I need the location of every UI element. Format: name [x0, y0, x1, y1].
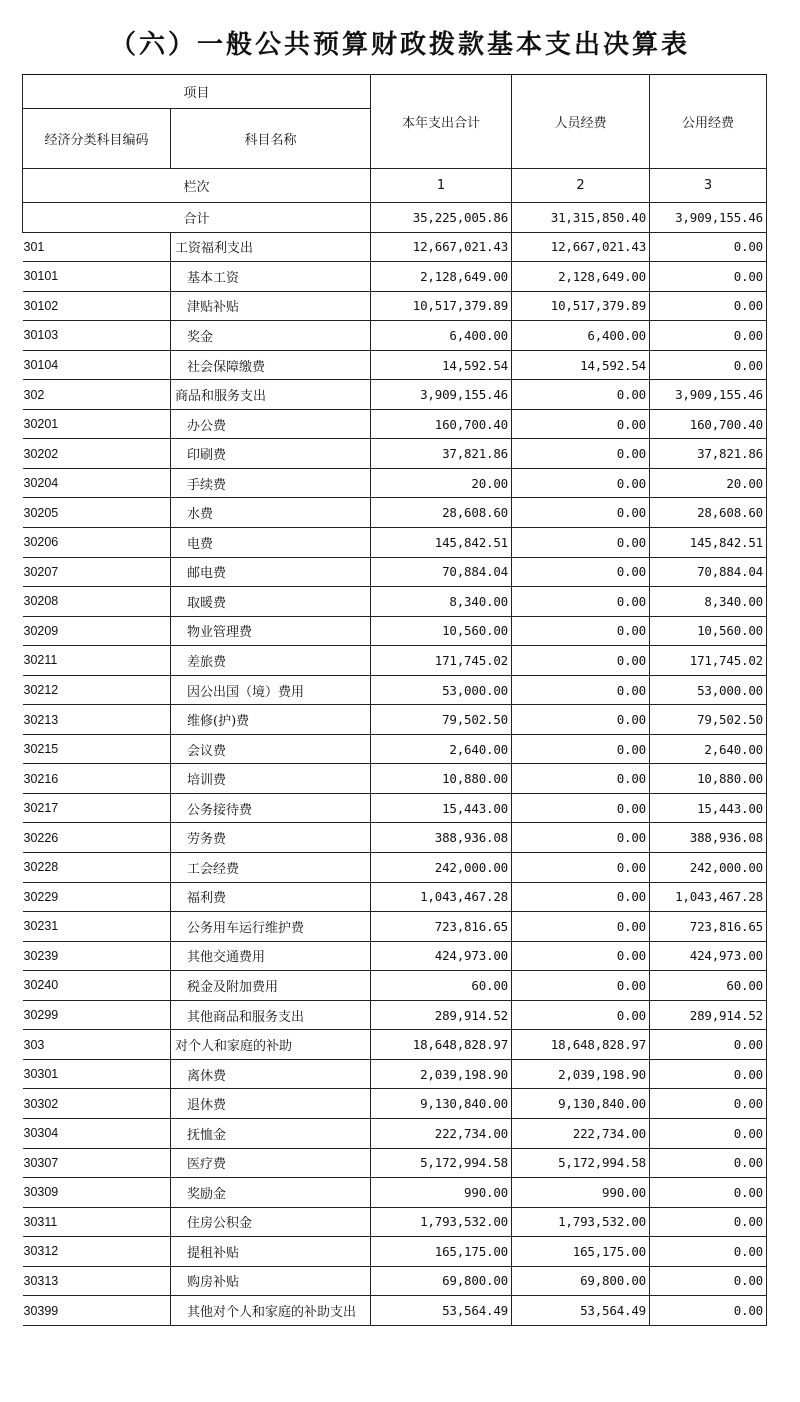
table-row [23, 675, 767, 705]
row-name: 因公出国（境）费用 [171, 675, 371, 705]
row-code: 30217 [23, 793, 171, 823]
row-total: 5,172,994.58 [371, 1148, 512, 1178]
row-personnel: 0.00 [512, 882, 650, 912]
row-total: 990.00 [371, 1178, 512, 1208]
row-name: 培训费 [171, 764, 371, 794]
table-row [23, 734, 767, 764]
row-code: 30240 [23, 971, 171, 1001]
table-row [23, 232, 767, 262]
table-row [23, 941, 767, 971]
row-public: 723,816.65 [650, 912, 767, 942]
table-row [23, 646, 767, 676]
row-personnel: 0.00 [512, 853, 650, 883]
row-total: 53,564.49 [371, 1296, 512, 1326]
row-total: 20.00 [371, 468, 512, 498]
row-public: 0.00 [650, 291, 767, 321]
table-row [23, 528, 767, 558]
row-name: 税金及附加费用 [171, 971, 371, 1001]
row-code: 30213 [23, 705, 171, 735]
row-total: 6,400.00 [371, 321, 512, 351]
table-row [23, 498, 767, 528]
row-personnel: 53,564.49 [512, 1296, 650, 1326]
row-total: 15,443.00 [371, 793, 512, 823]
row-total: 9,130,840.00 [371, 1089, 512, 1119]
row-personnel: 0.00 [512, 528, 650, 558]
row-name: 其他交通费用 [171, 941, 371, 971]
table-row [23, 1089, 767, 1119]
row-code: 30229 [23, 882, 171, 912]
row-total: 10,560.00 [371, 616, 512, 646]
row-name: 基本工资 [171, 262, 371, 292]
row-public: 53,000.00 [650, 675, 767, 705]
row-public: 1,043,467.28 [650, 882, 767, 912]
table-row [23, 291, 767, 321]
table-row [23, 764, 767, 794]
table-row [23, 1118, 767, 1148]
row-name: 购房补贴 [171, 1266, 371, 1296]
row-personnel: 165,175.00 [512, 1237, 650, 1267]
row-personnel: 0.00 [512, 734, 650, 764]
row-total: 60.00 [371, 971, 512, 1001]
row-total: 145,842.51 [371, 528, 512, 558]
row-total: 79,502.50 [371, 705, 512, 735]
row-name: 物业管理费 [171, 616, 371, 646]
row-code: 303 [23, 1030, 171, 1060]
row-public: 0.00 [650, 1266, 767, 1296]
row-total: 8,340.00 [371, 587, 512, 617]
row-personnel: 5,172,994.58 [512, 1148, 650, 1178]
total-row [23, 203, 767, 233]
row-code: 30302 [23, 1089, 171, 1119]
row-public: 145,842.51 [650, 528, 767, 558]
row-personnel: 0.00 [512, 912, 650, 942]
row-public: 0.00 [650, 1089, 767, 1119]
row-public: 60.00 [650, 971, 767, 1001]
row-name: 退休费 [171, 1089, 371, 1119]
table-row [23, 1266, 767, 1296]
row-personnel: 0.00 [512, 675, 650, 705]
table-row [23, 557, 767, 587]
row-total: 2,640.00 [371, 734, 512, 764]
row-name: 工资福利支出 [171, 232, 371, 262]
row-personnel: 12,667,021.43 [512, 232, 650, 262]
row-personnel: 2,039,198.90 [512, 1059, 650, 1089]
row-public: 0.00 [650, 1237, 767, 1267]
code-header: 经济分类科目编码 [23, 109, 171, 169]
row-total: 28,608.60 [371, 498, 512, 528]
row-code: 30399 [23, 1296, 171, 1326]
row-public: 0.00 [650, 232, 767, 262]
row-total: 2,128,649.00 [371, 262, 512, 292]
table-row [23, 1000, 767, 1030]
row-public: 160,700.40 [650, 409, 767, 439]
row-name: 社会保障缴费 [171, 350, 371, 380]
row-personnel: 0.00 [512, 409, 650, 439]
row-name: 取暖费 [171, 587, 371, 617]
row-personnel: 0.00 [512, 764, 650, 794]
row-code: 30301 [23, 1059, 171, 1089]
row-personnel: 0.00 [512, 941, 650, 971]
expenditure-table [22, 74, 767, 1326]
row-public: 388,936.08 [650, 823, 767, 853]
index-2: 2 [512, 169, 650, 203]
table-row [23, 262, 767, 292]
row-personnel: 990.00 [512, 1178, 650, 1208]
row-total: 723,816.65 [371, 912, 512, 942]
row-public: 28,608.60 [650, 498, 767, 528]
row-code: 30207 [23, 557, 171, 587]
row-total: 242,000.00 [371, 853, 512, 883]
row-personnel: 10,517,379.89 [512, 291, 650, 321]
row-code: 30202 [23, 439, 171, 469]
row-code: 302 [23, 380, 171, 410]
row-public: 20.00 [650, 468, 767, 498]
table-row [23, 912, 767, 942]
row-code: 30104 [23, 350, 171, 380]
row-public: 0.00 [650, 1207, 767, 1237]
row-personnel: 0.00 [512, 823, 650, 853]
row-name: 抚恤金 [171, 1118, 371, 1148]
row-personnel: 0.00 [512, 616, 650, 646]
row-total: 222,734.00 [371, 1118, 512, 1148]
row-name: 维修(护)费 [171, 705, 371, 735]
row-public: 0.00 [650, 321, 767, 351]
row-personnel: 0.00 [512, 646, 650, 676]
name-header: 科目名称 [171, 109, 371, 169]
row-name: 离休费 [171, 1059, 371, 1089]
table-row [23, 793, 767, 823]
row-public: 0.00 [650, 1030, 767, 1060]
row-personnel: 0.00 [512, 1000, 650, 1030]
row-code: 30208 [23, 587, 171, 617]
row-code: 30212 [23, 675, 171, 705]
col-personnel-header: 人员经费 [512, 75, 650, 169]
row-personnel: 0.00 [512, 439, 650, 469]
row-total: 69,800.00 [371, 1266, 512, 1296]
page-title: （六）一般公共预算财政拨款基本支出决算表 [109, 30, 690, 60]
row-total: 70,884.04 [371, 557, 512, 587]
row-personnel: 6,400.00 [512, 321, 650, 351]
row-code: 30307 [23, 1148, 171, 1178]
row-personnel: 0.00 [512, 498, 650, 528]
row-total: 2,039,198.90 [371, 1059, 512, 1089]
total-col1: 35,225,005.86 [371, 203, 512, 233]
table-row [23, 587, 767, 617]
row-code: 30204 [23, 468, 171, 498]
row-personnel: 0.00 [512, 705, 650, 735]
row-public: 424,973.00 [650, 941, 767, 971]
row-name: 奖励金 [171, 1178, 371, 1208]
row-name: 邮电费 [171, 557, 371, 587]
row-code: 301 [23, 232, 171, 262]
index-3: 3 [650, 169, 767, 203]
row-name: 津贴补贴 [171, 291, 371, 321]
row-public: 171,745.02 [650, 646, 767, 676]
row-name: 公务接待费 [171, 793, 371, 823]
row-name: 福利费 [171, 882, 371, 912]
row-personnel: 0.00 [512, 587, 650, 617]
row-total: 37,821.86 [371, 439, 512, 469]
row-name: 住房公积金 [171, 1207, 371, 1237]
row-personnel: 0.00 [512, 380, 650, 410]
row-public: 70,884.04 [650, 557, 767, 587]
row-personnel: 14,592.54 [512, 350, 650, 380]
row-name: 印刷费 [171, 439, 371, 469]
table-row [23, 1059, 767, 1089]
row-total: 160,700.40 [371, 409, 512, 439]
row-name: 工会经费 [171, 853, 371, 883]
row-code: 30239 [23, 941, 171, 971]
row-total: 1,043,467.28 [371, 882, 512, 912]
row-personnel: 222,734.00 [512, 1118, 650, 1148]
row-total: 10,880.00 [371, 764, 512, 794]
row-code: 30103 [23, 321, 171, 351]
row-name: 差旅费 [171, 646, 371, 676]
total-col2: 31,315,850.40 [512, 203, 650, 233]
row-public: 0.00 [650, 1118, 767, 1148]
row-personnel: 18,648,828.97 [512, 1030, 650, 1060]
row-code: 30309 [23, 1178, 171, 1208]
row-total: 10,517,379.89 [371, 291, 512, 321]
row-total: 1,793,532.00 [371, 1207, 512, 1237]
row-public: 0.00 [650, 350, 767, 380]
total-col3: 3,909,155.46 [650, 203, 767, 233]
row-code: 30228 [23, 853, 171, 883]
row-code: 30205 [23, 498, 171, 528]
index-1: 1 [371, 169, 512, 203]
table-row [23, 380, 767, 410]
row-total: 18,648,828.97 [371, 1030, 512, 1060]
table-row [23, 616, 767, 646]
row-code: 30215 [23, 734, 171, 764]
table-row [23, 321, 767, 351]
table-row [23, 439, 767, 469]
table-row [23, 971, 767, 1001]
row-name: 公务用车运行维护费 [171, 912, 371, 942]
row-total: 12,667,021.43 [371, 232, 512, 262]
row-code: 30231 [23, 912, 171, 942]
row-code: 30101 [23, 262, 171, 292]
row-personnel: 0.00 [512, 557, 650, 587]
row-total: 53,000.00 [371, 675, 512, 705]
row-code: 30313 [23, 1266, 171, 1296]
row-code: 30216 [23, 764, 171, 794]
row-personnel: 1,793,532.00 [512, 1207, 650, 1237]
row-public: 10,560.00 [650, 616, 767, 646]
table-row [23, 409, 767, 439]
row-code: 30211 [23, 646, 171, 676]
row-public: 242,000.00 [650, 853, 767, 883]
row-code: 30201 [23, 409, 171, 439]
row-total: 14,592.54 [371, 350, 512, 380]
row-name: 会议费 [171, 734, 371, 764]
row-personnel: 0.00 [512, 793, 650, 823]
row-code: 30226 [23, 823, 171, 853]
row-code: 30304 [23, 1118, 171, 1148]
row-code: 30299 [23, 1000, 171, 1030]
row-total: 165,175.00 [371, 1237, 512, 1267]
row-public: 3,909,155.46 [650, 380, 767, 410]
table-row [23, 468, 767, 498]
row-name: 办公费 [171, 409, 371, 439]
row-name: 商品和服务支出 [171, 380, 371, 410]
table-row [23, 1296, 767, 1326]
table-row [23, 882, 767, 912]
row-total: 289,914.52 [371, 1000, 512, 1030]
row-total: 171,745.02 [371, 646, 512, 676]
row-public: 0.00 [650, 1148, 767, 1178]
row-code: 30209 [23, 616, 171, 646]
row-name: 手续费 [171, 468, 371, 498]
table-row [23, 823, 767, 853]
row-total: 3,909,155.46 [371, 380, 512, 410]
row-name: 其他对个人和家庭的补助支出 [171, 1296, 371, 1326]
row-name: 水费 [171, 498, 371, 528]
table-row [23, 1237, 767, 1267]
row-code: 30206 [23, 528, 171, 558]
row-code: 30312 [23, 1237, 171, 1267]
row-public: 8,340.00 [650, 587, 767, 617]
row-total: 388,936.08 [371, 823, 512, 853]
row-public: 10,880.00 [650, 764, 767, 794]
col-total-header: 本年支出合计 [371, 75, 512, 169]
row-name: 医疗费 [171, 1148, 371, 1178]
row-public: 0.00 [650, 262, 767, 292]
row-public: 2,640.00 [650, 734, 767, 764]
row-public: 0.00 [650, 1178, 767, 1208]
table-row [23, 1178, 767, 1208]
total-label: 合计 [23, 203, 371, 233]
row-name: 其他商品和服务支出 [171, 1000, 371, 1030]
table-row [23, 1148, 767, 1178]
row-personnel: 69,800.00 [512, 1266, 650, 1296]
table-row [23, 1207, 767, 1237]
row-name: 劳务费 [171, 823, 371, 853]
row-personnel: 9,130,840.00 [512, 1089, 650, 1119]
row-personnel: 0.00 [512, 468, 650, 498]
table-row [23, 350, 767, 380]
row-public: 37,821.86 [650, 439, 767, 469]
index-label: 栏次 [23, 169, 371, 203]
row-total: 424,973.00 [371, 941, 512, 971]
project-header: 项目 [23, 75, 371, 109]
row-name: 提租补贴 [171, 1237, 371, 1267]
row-public: 289,914.52 [650, 1000, 767, 1030]
row-public: 15,443.00 [650, 793, 767, 823]
table-row [23, 853, 767, 883]
row-code: 30102 [23, 291, 171, 321]
row-name: 奖金 [171, 321, 371, 351]
row-personnel: 0.00 [512, 971, 650, 1001]
row-personnel: 2,128,649.00 [512, 262, 650, 292]
row-name: 电费 [171, 528, 371, 558]
table-row [23, 705, 767, 735]
col-public-header: 公用经费 [650, 75, 767, 169]
row-public: 79,502.50 [650, 705, 767, 735]
table-row [23, 1030, 767, 1060]
row-public: 0.00 [650, 1296, 767, 1326]
row-code: 30311 [23, 1207, 171, 1237]
row-public: 0.00 [650, 1059, 767, 1089]
row-name: 对个人和家庭的补助 [171, 1030, 371, 1060]
